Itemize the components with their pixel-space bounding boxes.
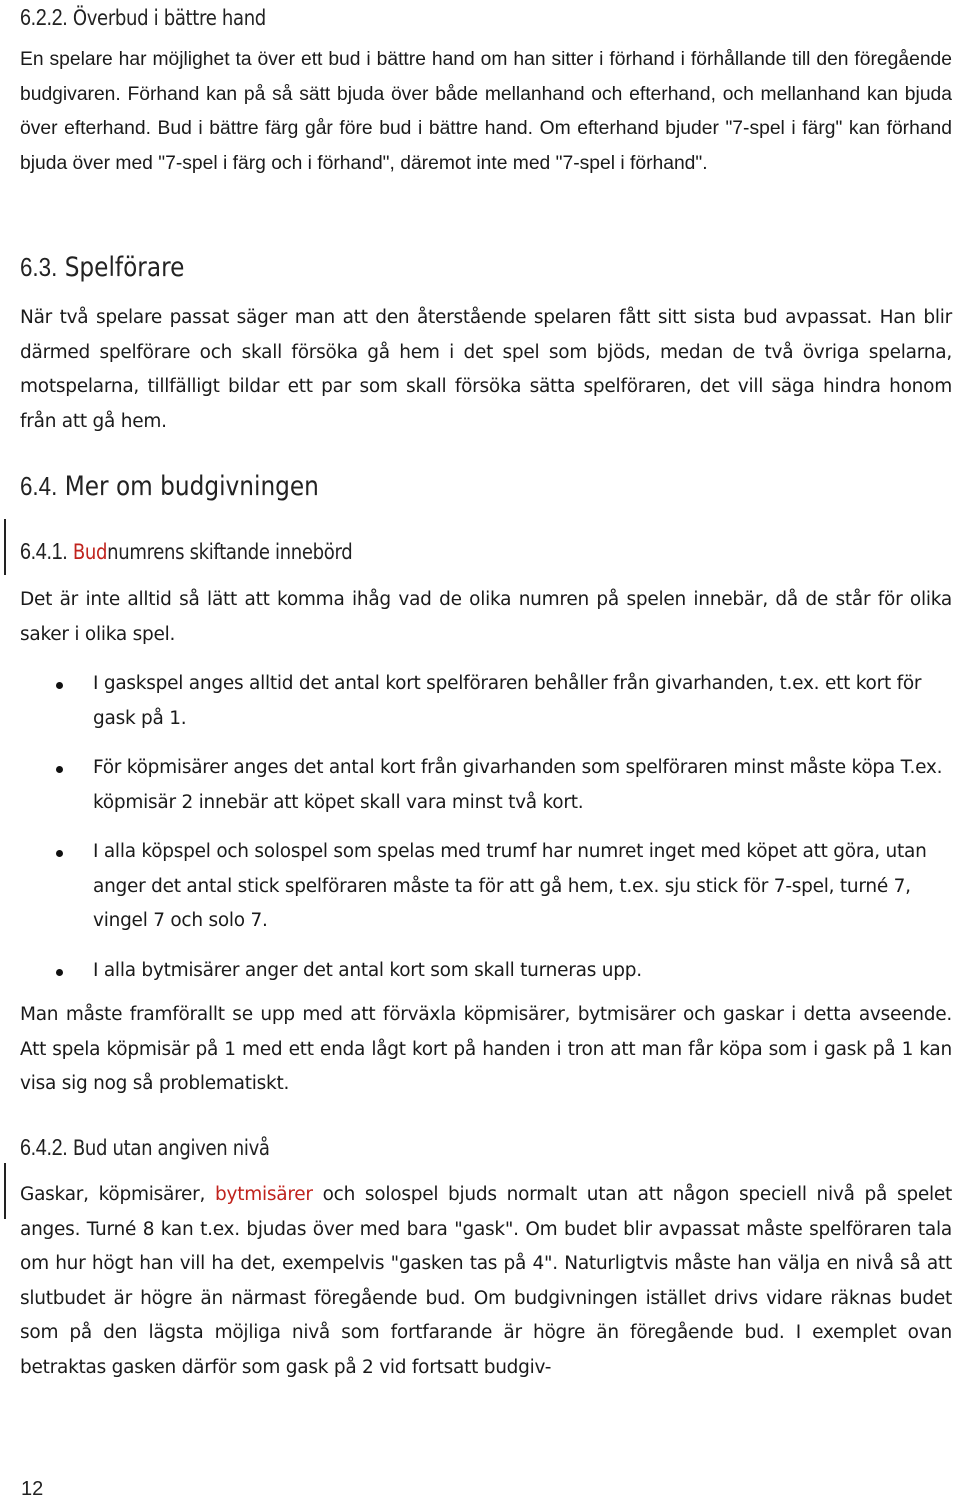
paragraph-spelforare: När två spelare passat säger man att den återstående spelaren fått sitt sista bud avpassat. Han blir därmed spelförare och skall försöka gå hem i det spel som bjöds, medan de två övriga spelarna, motspelarna, tillfälligt bildar ett par som skall försöka sätta spelföraren, det vill säga hindra honom från att gå hem. xyxy=(20,307,952,432)
section-title: Bud utan angiven nivå xyxy=(72,1136,270,1160)
bullet-icon xyxy=(56,682,63,689)
list-item-text: I alla köpspel och solospel som spelas med trumf har numret inget med köpet att göra, utan anger det antal stick spelföraren måste ta för att gå hem, t.ex. sju stick för 7-spel, turné 7, vingel 7 och solo 7. xyxy=(93,841,927,931)
list-item xyxy=(20,667,952,736)
paragraph-budnumrens: Det är inte alltid så lätt att komma ihåg vad de olika numren på spelen innebär, då de står för olika saker i olika spel. xyxy=(20,589,952,645)
page-number: 12 xyxy=(21,1478,44,1500)
list-item-text: I alla bytmisärer anger det antal kort som skall turneras upp. xyxy=(93,959,642,981)
list-item-text: För köpmisärer anges det antal kort från givarhanden som spelföraren minst måste köpa T.ex. köpmisär 2 innebär att köpet skall vara minst två kort. xyxy=(93,757,943,813)
bullet-icon xyxy=(56,766,63,773)
section-title: Spelförare xyxy=(64,252,185,283)
list-item xyxy=(20,835,952,939)
list-item xyxy=(20,954,952,989)
bullet-list xyxy=(20,667,952,988)
heading-6-4-1 xyxy=(20,538,352,565)
change-bar xyxy=(4,519,6,575)
section-number: 6.3. xyxy=(20,252,58,282)
paragraph-bud-utan-niva xyxy=(20,1178,952,1385)
list-item xyxy=(20,751,952,820)
paragraph-text: Gaskar, köpmisärer, xyxy=(20,1184,215,1205)
heading-6-4 xyxy=(20,471,319,502)
list-item-text: I gaskspel anges alltid det antal kort spelföraren behåller från givarhanden, t.ex. ett kort för gask på 1. xyxy=(93,673,922,729)
paragraph-overbud: En spelare har möjlighet ta över ett bud i bättre hand om han sitter i förhand i förhållande till den föregående budgivaren. Förhand kan på så sätt bjuda över både mellanhand och efterhand, och mellanhand kan bjuda över efterhand. Bud i bättre färg går före bud i bättre hand. Om efterhand bjuder "7-spel i färg" kan förhand bjuda över med "7-spel i färg och i förhand", däremot inte med "7-spel i förhand". xyxy=(20,49,952,174)
paragraph-text: och solospel bjuds normalt utan att någon speciell nivå på spelet anges. Turné 8 kan t.ex. bjudas över med bara "gask". Om budet blir avpassat måste spelföraren tala om hur högt han vill ha det, exempelvis "gasken tas på 4". Naturligtvis måste han välja en nivå så att slutbudet är högre än närmast föregående bud. Om budgivningen istället drivs vidare räknas budet som på den lägsta möjliga nivå som fortfarande är högre än föregående bud. I exemplet ovan betraktas gasken därför som gask på 2 vid fortsatt budgiv- xyxy=(20,1184,952,1378)
heading-6-2-2 xyxy=(20,4,266,31)
heading-6-3 xyxy=(20,252,184,283)
section-title: Mer om budgivningen xyxy=(64,471,319,502)
section-number: 6.4.1. xyxy=(20,538,68,564)
section-number: 6.4.2. xyxy=(20,1134,68,1160)
highlight-text: bytmisärer xyxy=(215,1184,313,1205)
section-title: Överbud i bättre hand xyxy=(72,6,266,30)
heading-6-4-2 xyxy=(20,1134,270,1161)
section-number: 6.4. xyxy=(20,471,58,501)
section-title: numrens skiftande innebörd xyxy=(107,540,353,564)
paragraph-closing: Man måste framförallt se upp med att förväxla köpmisärer, bytmisärer och gaskar i detta avseende. Att spela köpmisär på 1 med ett enda lågt kort på handen i tron att man får köpa som i gask på 1 kan visa sig nog så problematiskt. xyxy=(20,1004,952,1094)
section-number: 6.2.2. xyxy=(20,4,68,30)
section-title-highlight: Bud xyxy=(72,540,108,564)
change-bar xyxy=(4,1163,6,1219)
bullet-icon xyxy=(56,850,63,857)
bullet-icon xyxy=(56,969,63,976)
